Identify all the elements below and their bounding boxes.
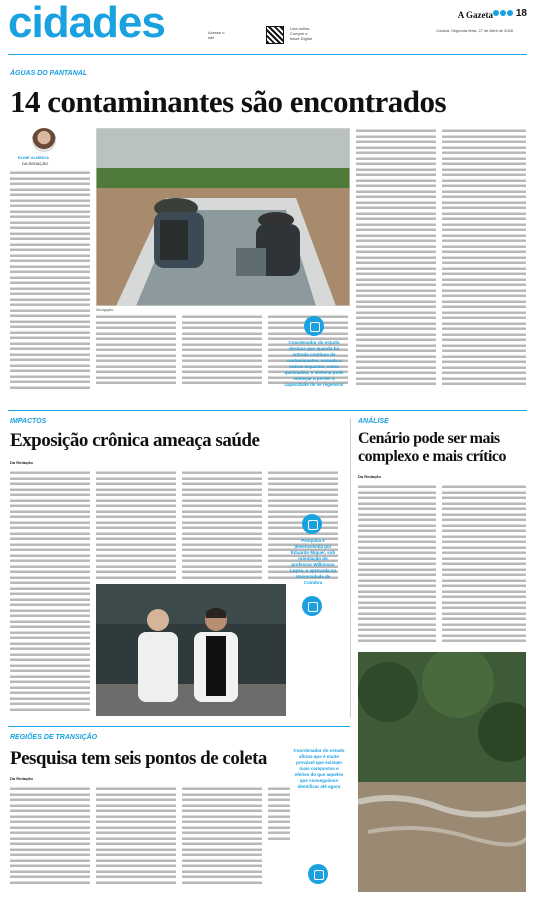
promo-site: Acesse o site bbox=[208, 30, 225, 40]
impactos-headline: Exposição crônica ameaça saúde bbox=[10, 430, 260, 451]
regioes-column-4 bbox=[268, 786, 290, 890]
analise-headline-2: complexo e mais crítico bbox=[358, 448, 506, 465]
analise-byline: Da Redação bbox=[358, 474, 381, 479]
regioes-kicker: REGIÕES DE TRANSIÇÃO bbox=[10, 734, 98, 741]
regioes-column-3 bbox=[182, 786, 262, 890]
lead-column-2 bbox=[96, 314, 176, 388]
regioes-byline: Da Redação bbox=[10, 776, 33, 781]
boat-scene-image bbox=[96, 128, 350, 306]
promo-digital: Leia online, Compre e baixe Digital bbox=[290, 26, 312, 41]
lead-kicker: ÁGUAS DO PANTANAL bbox=[10, 70, 88, 77]
brand-mark bbox=[493, 10, 513, 16]
researchers-photo bbox=[96, 584, 286, 716]
researchers-image bbox=[96, 584, 286, 716]
lead-column-3 bbox=[182, 314, 262, 388]
analise-kicker: ANÁLISE bbox=[358, 418, 389, 425]
lead-caption: Coordenador do estudo destaca que quando há entrada contínua de contaminantes, somada a outros impactos, como queimadas, o sistema pode começar a perder a capacidade de se regenerar bbox=[284, 340, 344, 387]
impactos-column-2 bbox=[96, 470, 176, 580]
divider bbox=[8, 726, 350, 727]
masthead bbox=[8, 0, 527, 48]
lead-photo-credit: Divulgação bbox=[96, 308, 114, 312]
lead-author: ELINE ALMEIDA bbox=[18, 155, 49, 160]
analise-column-1 bbox=[358, 484, 436, 644]
camera-icon bbox=[308, 864, 328, 884]
river-image bbox=[358, 652, 526, 892]
regioes-column-2 bbox=[96, 786, 176, 890]
lead-column-1 bbox=[10, 170, 90, 390]
dateline: Cuiabá, Segunda-feira, 27 de Abril de 2026 bbox=[436, 28, 513, 33]
divider bbox=[8, 54, 527, 55]
qr-code-icon[interactable] bbox=[266, 26, 284, 44]
lead-column-6 bbox=[442, 128, 526, 390]
impactos-byline: Da Redação bbox=[10, 460, 33, 465]
divider bbox=[8, 410, 527, 411]
camera-icon bbox=[302, 596, 322, 616]
impactos-column-1 bbox=[10, 470, 90, 716]
regioes-headline: Pesquisa tem seis pontos de coleta bbox=[10, 748, 267, 769]
lead-column-5 bbox=[356, 128, 436, 390]
avatar bbox=[32, 128, 56, 152]
divider bbox=[350, 418, 351, 718]
impactos-caption: Pesquisa é desenvolvida por Eduardo Miguel, sob orientação do professor Wilkinson Lopes, e aprovada na Universidade de Coimbra bbox=[289, 538, 336, 585]
page-number: 18 bbox=[515, 8, 527, 19]
impactos-column-3 bbox=[182, 470, 262, 580]
lead-headline: 14 contaminantes são encontrados bbox=[10, 84, 447, 119]
regioes-column-1 bbox=[10, 786, 90, 890]
brand-logo: A Gazeta bbox=[457, 10, 493, 20]
lead-author-role: DA REDAÇÃO bbox=[22, 161, 49, 166]
section-title: cidades bbox=[8, 0, 165, 47]
impactos-kicker: IMPACTOS bbox=[10, 418, 47, 425]
camera-icon bbox=[302, 514, 322, 534]
analise-headline-1: Cenário pode ser mais bbox=[358, 430, 500, 447]
river-photo bbox=[358, 652, 526, 892]
lead-photo bbox=[96, 128, 350, 306]
analise-column-2 bbox=[442, 484, 526, 644]
camera-icon bbox=[304, 316, 324, 336]
regioes-caption: Coordenador do estudo afirma que é muito provável que existam mais compostos e efeitos do que aqueles que conseguimos identificar até agora bbox=[293, 748, 345, 789]
